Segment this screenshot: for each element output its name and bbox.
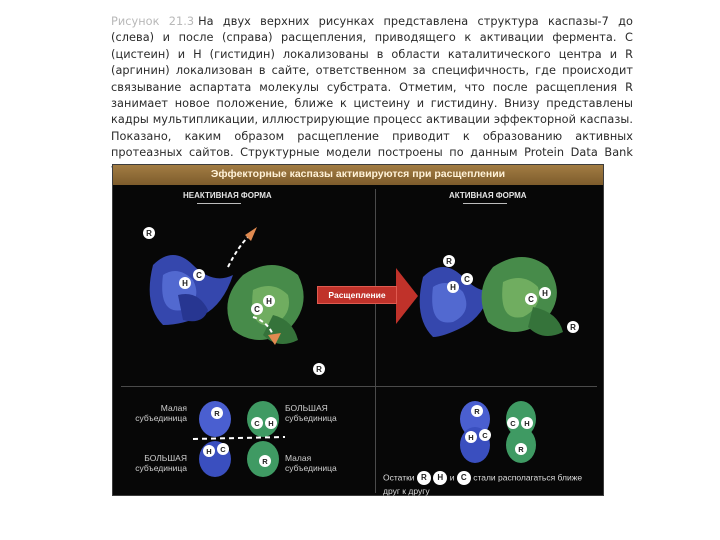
active-residue-r: R [446, 257, 452, 266]
cartoon-r-2: R [262, 457, 268, 466]
note-part-1: Остатки [383, 472, 415, 483]
note-part-2: стали располагаться ближе друг к другу [383, 472, 583, 496]
panel-divider-horizontal [121, 386, 597, 387]
cartoon-h: H [206, 447, 212, 456]
figure-header-text: Эффекторные каспазы активируются при расщеплении [210, 168, 506, 180]
cartoon-h-2: H [268, 419, 274, 428]
inactive-structure-image [133, 205, 333, 375]
residues-closer-note [383, 471, 599, 497]
active-structure-image [413, 217, 593, 367]
note-res-c: C [457, 471, 471, 485]
cleavage-label: Расщепление [317, 286, 397, 304]
residue-c: C [196, 271, 202, 280]
residue-c-2: C [254, 305, 260, 314]
caspase-figure [112, 164, 604, 496]
active-residue-r-2: R [570, 323, 576, 332]
residue-r-bottom: R [316, 365, 322, 374]
active-cartoon-c-2: C [510, 419, 516, 428]
panel-divider-vertical [375, 189, 376, 493]
active-cartoon-r: R [474, 407, 480, 416]
figure-number: Рисунок 21.3 [111, 15, 195, 28]
large-subunit-label-2: БОЛЬШАЯ субъединица [285, 403, 337, 423]
active-cartoon [449, 397, 549, 467]
residue-h-2: H [266, 297, 272, 306]
caption-text: На двух верхних рисунках представлена структура каспазы-7 до (слева) и после (справа) расщепления, приводящего к активации фермента. C (цистеин) и H (гистидин) локализованы в области каталитического центра и R (аргинин) локализован в сайте, ответственном за специфичность, где происходит связывание аспартата молекулы субстрата. Отметим, что после расщепления R занимает новое положение, ближе к цистеину и гистидину. Внизу представлены кадры мультипликации, иллюстрирующие процесс активации эффекторной каспазы. Показано, каким образом расщепление приводит к образованию активных протеазных сайтов. Структурные модели построены по данным Protein Data Bank [111, 15, 633, 160]
active-cartoon-h-2: H [524, 419, 530, 428]
inactive-cartoon [189, 397, 289, 483]
active-residue-c: C [464, 275, 470, 284]
cartoon-r: R [214, 409, 220, 418]
residue-h: H [182, 279, 188, 288]
small-subunit-label: Малая субъединица [135, 403, 187, 423]
active-residue-h: H [450, 283, 456, 292]
large-subunit-label: БОЛЬШАЯ субъединица [135, 453, 187, 473]
cartoon-c-2: C [254, 419, 260, 428]
active-cartoon-c: C [482, 431, 488, 440]
figure-caption [111, 14, 633, 178]
note-res-h: H [433, 471, 447, 485]
figure-header [113, 165, 603, 185]
note-res-r: R [417, 471, 431, 485]
active-residue-c-2: C [528, 295, 534, 304]
active-cartoon-h: H [468, 433, 474, 442]
active-form-label: АКТИВНАЯ ФОРМА [449, 191, 527, 200]
inactive-form-label: НЕАКТИВНАЯ ФОРМА [183, 191, 272, 200]
active-residue-h-2: H [542, 289, 548, 298]
active-cartoon-r-2: R [518, 445, 524, 454]
small-subunit-label-2: Малая субъединица [285, 453, 337, 473]
note-and: и [449, 472, 455, 483]
residue-r-top: R [146, 229, 152, 238]
cartoon-c: C [220, 445, 226, 454]
